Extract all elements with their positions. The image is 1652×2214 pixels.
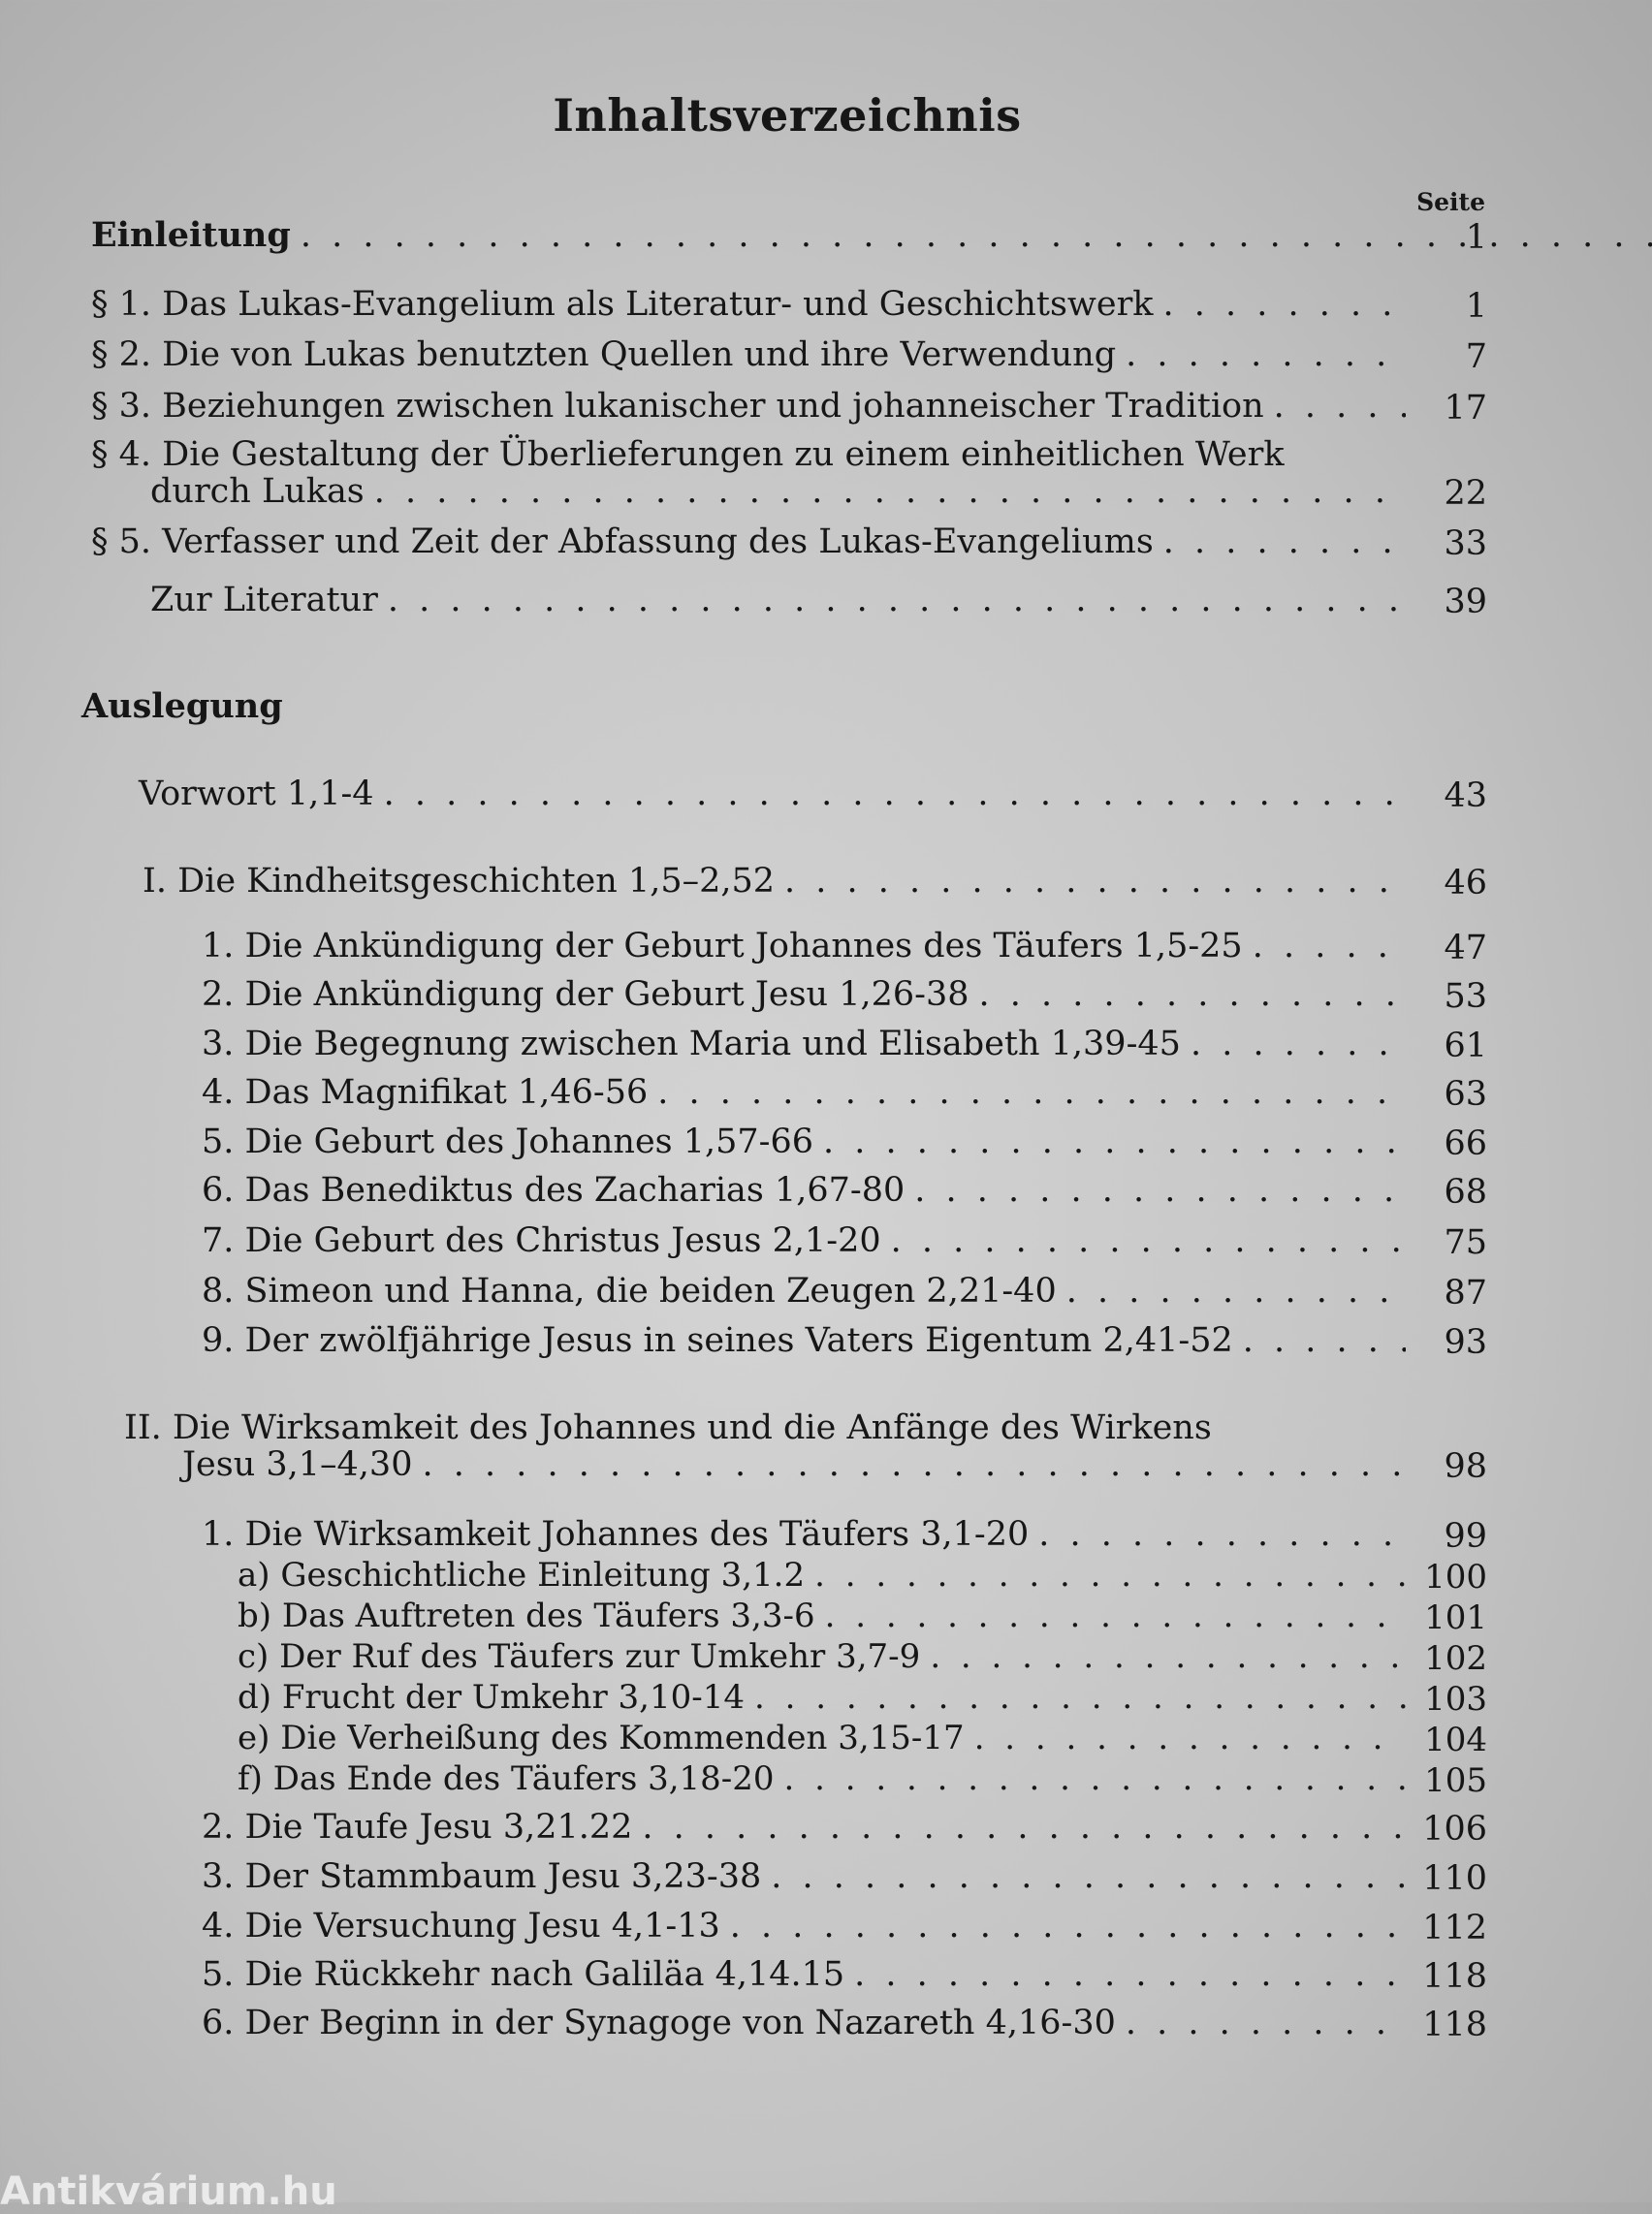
dot-leader [914, 1170, 1406, 1211]
dot-leader [301, 215, 1652, 256]
dot-leader [930, 1636, 1406, 1677]
toc-entry-title: § 5. Verfasser und Zeit der Abfassung des Lukas-Evangeliums [91, 522, 1154, 561]
page-number: 1 [1465, 287, 1487, 326]
page-number: 106 [1422, 1810, 1487, 1849]
page-number: 112 [1422, 1909, 1487, 1947]
toc-entry-title: d) Frucht der Umkehr 3,10-14 [238, 1678, 745, 1717]
toc-entry-title: § 4. Die Gestaltung der Überlieferungen zu einem einheitlichen Werk [91, 435, 1285, 474]
toc-entry-title: Vorwort 1,1-4 [139, 775, 374, 813]
toc-entry-title: 5. Die Geburt des Johannes 1,57-66 [202, 1123, 814, 1161]
dot-leader [823, 1122, 1406, 1162]
dot-leader [642, 1807, 1406, 1848]
page-number: 103 [1424, 1680, 1487, 1719]
toc-entry-title: a) Geschichtliche Einleitung 3,1.2 [238, 1556, 806, 1595]
toc-entry-title: c) Der Ruf des Täufers zur Umkehr 3,7-9 [238, 1637, 921, 1676]
page-number: 1 [1465, 218, 1487, 257]
dot-leader [1163, 284, 1406, 325]
dot-leader [422, 1444, 1406, 1485]
dot-leader [1191, 1024, 1406, 1064]
toc-entry-title: b) Das Auftreten des Täufers 3,3-6 [238, 1597, 815, 1635]
toc-entry-title: 6. Das Benediktus des Zacharias 1,67-80 [202, 1171, 905, 1210]
page-number: 63 [1444, 1075, 1487, 1114]
dot-leader [814, 1555, 1406, 1596]
toc-entry-title: 9. Der zwölfjährige Jesus in seines Vaters Eigentum 2,41-52 [202, 1321, 1233, 1360]
dot-leader [1126, 334, 1406, 375]
toc-entry-title: 6. Der Beginn in der Synagoge von Nazareth 4,16-30 [202, 2004, 1116, 2042]
page-column-label: Seite [1416, 188, 1485, 216]
dot-leader [1066, 1271, 1406, 1312]
dot-leader [1243, 1320, 1406, 1361]
toc-entry-title: 1. Die Wirksamkeit Johannes des Täufers 3,1-20 [202, 1515, 1030, 1554]
dot-leader [374, 471, 1406, 512]
dot-leader [657, 1072, 1406, 1113]
page-number: 118 [1422, 1957, 1487, 1996]
toc-entry-title: e) Die Verheißung des Kommenden 3,15-17 [238, 1719, 965, 1757]
dot-leader [891, 1220, 1406, 1261]
page-number: 68 [1444, 1173, 1487, 1212]
toc-entry-title: Zur Literatur [150, 581, 378, 619]
page-number: 100 [1424, 1558, 1487, 1597]
page-number: 104 [1424, 1721, 1487, 1759]
dot-leader [974, 1718, 1406, 1758]
toc-entry-title: f) Das Ende des Täufers 3,18-20 [238, 1759, 775, 1798]
toc-entry-title: Einleitung [91, 215, 291, 255]
toc-entry-title: § 3. Beziehungen zwischen lukanischer und johanneischer Tradition [91, 387, 1264, 426]
dot-leader [771, 1856, 1406, 1897]
page-number: 110 [1422, 1859, 1487, 1898]
page-number: 43 [1444, 776, 1487, 815]
page-number: 93 [1444, 1323, 1487, 1362]
page-number: 75 [1444, 1223, 1487, 1262]
toc-entry-title: 4. Das Magnifikat 1,46-56 [202, 1073, 649, 1112]
page-number: 102 [1424, 1639, 1487, 1678]
toc-entry-title: I. Die Kindheitsgeschichten 1,5–2,52 [143, 862, 776, 901]
toc-entry-title: § 1. Das Lukas-Evangelium als Literatur- und Geschichtswerk [91, 285, 1154, 324]
dot-leader [784, 861, 1406, 901]
page-number: 22 [1444, 474, 1487, 513]
page-number: 99 [1444, 1517, 1487, 1556]
dot-leader [1253, 926, 1406, 966]
page-number: 53 [1444, 977, 1487, 1016]
dot-leader [825, 1596, 1406, 1636]
toc-entry-title: 3. Der Stammbaum Jesu 3,23-38 [202, 1857, 762, 1896]
dot-leader [1038, 1514, 1406, 1555]
toc-entry-title: § 2. Die von Lukas benutzten Quellen und ihre Verwendung [91, 335, 1117, 374]
page-number: 17 [1444, 389, 1487, 427]
page-number: 47 [1444, 929, 1487, 967]
page-title: Inhaltsverzeichnis [553, 89, 1022, 142]
dot-leader [384, 774, 1406, 814]
page-number: 66 [1444, 1124, 1487, 1163]
toc-entry-title: durch Lukas [150, 472, 365, 511]
page-number: 98 [1444, 1447, 1487, 1486]
dot-leader [754, 1677, 1406, 1718]
page-number: 105 [1424, 1761, 1487, 1800]
dot-leader [1274, 386, 1406, 427]
toc-entry-title: 8. Simeon und Hanna, die beiden Zeugen 2,21-40 [202, 1272, 1057, 1311]
toc-entry-title: 3. Die Begegnung zwischen Maria und Elisabeth 1,39-45 [202, 1025, 1181, 1063]
toc-entry-title: 4. Die Versuchung Jesu 4,1-13 [202, 1907, 720, 1945]
dot-leader [388, 580, 1406, 620]
dot-leader [730, 1906, 1406, 1946]
toc-entry-title: 1. Die Ankündigung der Geburt Johannes des Täufers 1,5-25 [202, 927, 1243, 965]
page-number: 101 [1424, 1598, 1487, 1637]
toc-entry-title: 2. Die Taufe Jesu 3,21.22 [202, 1808, 633, 1847]
dot-leader [1163, 522, 1406, 562]
toc-entry-title: Jesu 3,1–4,30 [182, 1445, 413, 1484]
dot-leader [784, 1758, 1406, 1799]
dot-leader [854, 1954, 1406, 1995]
page-number: 46 [1444, 864, 1487, 902]
page-number: 87 [1444, 1274, 1487, 1313]
toc-entry-title: 7. Die Geburt des Christus Jesus 2,1-20 [202, 1221, 881, 1260]
toc-entry-title: 2. Die Ankündigung der Geburt Jesu 1,26-38 [202, 975, 969, 1014]
page-number: 61 [1444, 1027, 1487, 1065]
toc-entry-title: Auslegung [81, 686, 283, 726]
toc-entry-title: 5. Die Rückkehr nach Galiläa 4,14.15 [202, 1955, 845, 1994]
page-number: 39 [1444, 583, 1487, 621]
toc-entry-title: II. Die Wirksamkeit des Johannes und die Anfänge des Wirkens [124, 1408, 1212, 1447]
dot-leader [979, 974, 1406, 1015]
watermark: Antikvárium.hu [0, 2169, 337, 2214]
page-number: 33 [1444, 524, 1487, 563]
dot-leader [1126, 2003, 1406, 2043]
page-number: 7 [1465, 337, 1487, 376]
page-number: 118 [1422, 2006, 1487, 2044]
